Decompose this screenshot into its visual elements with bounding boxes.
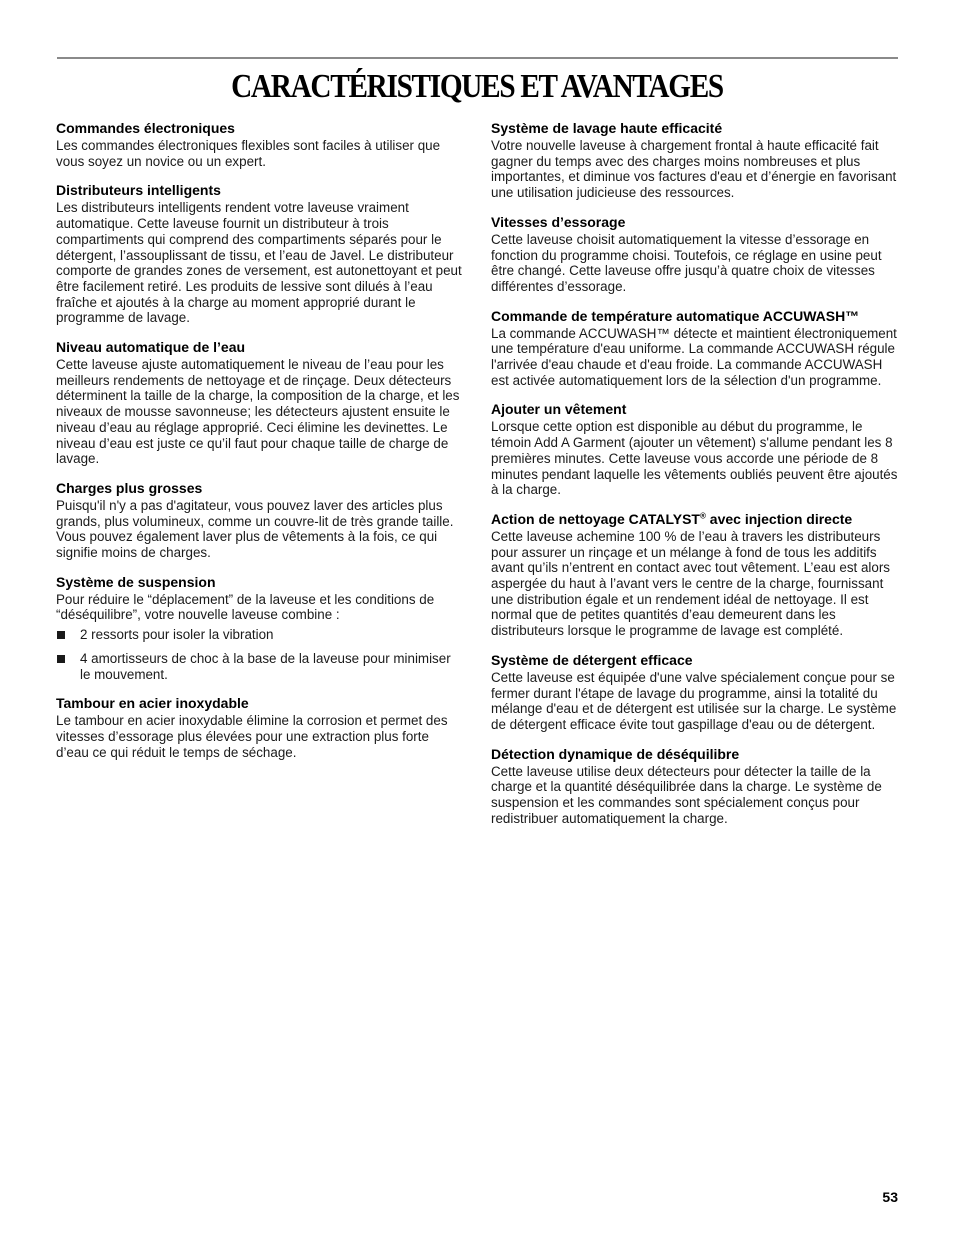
section-ajouter-vetement [491,401,899,498]
section-lavage-haute-efficacite [491,120,899,201]
section-heading: Commande de température automatique ACCUWASH™ [491,307,860,324]
section-vitesses-essorage [491,214,899,295]
square-bullet-icon [57,655,65,663]
section-heading: Ajouter un vêtement [491,401,627,418]
right-column [491,120,899,840]
section-heading [491,511,899,528]
section-body: Les distributeurs intelligents rendent votre laveuse vraiment automatique. Cette laveuse fournit un distributeur à trois compartiments qui comprend des compartiments séparés pour le détergent, l’assouplissant de tissu, et l’eau de Javel. Le distributeur comporte de grandes zones de versement, est autonettoyant et peut être facilement retiré. Les produits de lessive sont dilués à l’eau fraîche et ajoutés à la charge au moment approprié durant le programme de lavage. [56,200,462,326]
registered-mark: ® [699,511,706,521]
list-item [56,651,464,682]
section-body: Pour réduire le “déplacement” de la laveuse et les conditions de “déséquilibre”, votre nouvelle laveuse combine : [56,591,435,623]
square-bullet-icon [57,631,65,639]
section-heading: Système de détergent efficace [491,651,693,668]
top-rule [57,57,898,59]
section-heading: Distributeurs intelligents [56,182,221,199]
section-distributeurs-intelligents [56,182,464,326]
section-body: Les commandes électroniques flexibles sont faciles à utiliser que vous soyez un novice ou un expert. [56,138,441,169]
section-heading: Vitesses d’essorage [491,213,626,230]
section-heading: Niveau automatique de l’eau [56,339,246,356]
bullet-list [56,627,464,682]
section-body: Cette laveuse est équipée d'une valve spécialement conçue pour se fermer durant l'étape de lavage du programme, ainsi la totalité du mélange d'eau et de détergent est utilisée sur la charge. Le système de détergent efficace évite tout gaspillage d'eau ou de détergent. [491,669,897,732]
section-heading: Système de suspension [56,573,216,590]
section-heading: Commandes électroniques [56,120,235,136]
section-body: Cette laveuse choisit automatiquement la vitesse d’essorage en fonction du programme choisi. Toutefois, ce réglage en usine peut être changé. Cette laveuse offre jusqu’à quatre choix de vitesses différentes d’essorage. [491,231,882,294]
section-body: Puisqu'il n'y a pas d'agitateur, vous pouvez laver des articles plus grands, plus volumineux, comme un couvre-lit de très grande taille. Vous pouvez également laver plus de vêtements à la fois, ce qui signifie moins de charges. [56,497,454,561]
section-detergent-efficace [491,652,899,733]
section-charges-plus-grosses [56,480,464,561]
section-heading: Détection dynamique de déséquilibre [491,745,740,762]
list-item-text: 2 ressorts pour isoler la vibration [80,627,274,643]
list-item [56,627,464,643]
list-item-text: 4 amortisseurs de choc à la base de la laveuse pour minimiser le mouvement. [80,650,451,682]
section-heading: Tambour en acier inoxydable [56,695,249,712]
section-body: Le tambour en acier inoxydable élimine la corrosion et permet des vitesses d’essorage plus élevées pour une extraction plus forte d’eau ce qui réduit le temps de séchage. [56,713,448,760]
section-accuwash [491,308,899,389]
section-body: Lorsque cette option est disponible au début du programme, le témoin Add A Garment (ajouter un vêtement) s'allume pendant les 8 premières minutes. Cette laveuse vous accorde une période de 8 minutes pendant laquelle les vêtements oubliés peuvent être ajoutés à la charge. [491,419,898,498]
section-body: Cette laveuse ajuste automatiquement le niveau de l’eau pour les meilleurs rendements de nettoyage et de rinçage. Deux détecteurs déterminent la taille de la charge, la composition de la charge, et les niveaux de mousse savonneuse; les détecteurs ajustent ensuite le niveau d’eau au réglage approprié. Ceci élimine les devinettes. Le niveau d’eau est juste ce qu’il faut pour chaque taille de charge de lavage. [56,357,460,467]
section-body: Cette laveuse utilise deux détecteurs pour détecter la taille de la charge et la quantité déséquilibrée dans la charge. Le système de suspension et les commandes sont spécialement conçus pour redistribuer automatiquement la charge. [491,763,882,826]
page-number: 53 [882,1189,898,1205]
heading-tail: avec injection directe [705,510,853,527]
section-commandes-electroniques [56,120,464,169]
section-detection-desequilibre [491,746,899,827]
section-heading: Charges plus grosses [56,479,203,496]
heading-main: Action de nettoyage CATALYST [491,510,700,527]
section-tambour-acier [56,695,464,760]
left-column [56,120,464,773]
section-body: Votre nouvelle laveuse à chargement frontal à haute efficacité fait gagner du temps avec des charges moins nombreuses et plus importantes, et diminue vos factures d'eau et d’énergie en favorisant une utilisation judicieuse des ressources. [491,138,897,201]
section-niveau-automatique [56,339,464,467]
section-heading: Système de lavage haute efficacité [491,120,723,136]
section-systeme-suspension [56,574,464,683]
section-body: La commande ACCUWASH™ détecte et maintient électroniquement une température d'eau uniforme. La commande ACCUWASH régule l'arrivée d'eau chaude et d'eau froide. La commande ACCUWASH est activée automatiquement lors de la sélection d'un programme. [491,325,897,388]
section-catalyst [491,511,899,639]
page-title: CARACTÉRISTIQUES ET AVANTAGES [231,68,723,105]
section-body: Cette laveuse achemine 100 % de l’eau à travers les distributeurs pour assurer un rinçage et un mélange à fond de tous les additifs avant qu’ils n’entrent en contact avec tout vêtement. L’eau est alors aspergée du haut à l’avant vers le centre de la charge, fournissant une distribution égale et un rendement idéal de nettoyage. Il est normal que de petites quantités d’eau demeurent dans les distributeurs lorsque le programme de lavage est complété. [491,528,890,639]
